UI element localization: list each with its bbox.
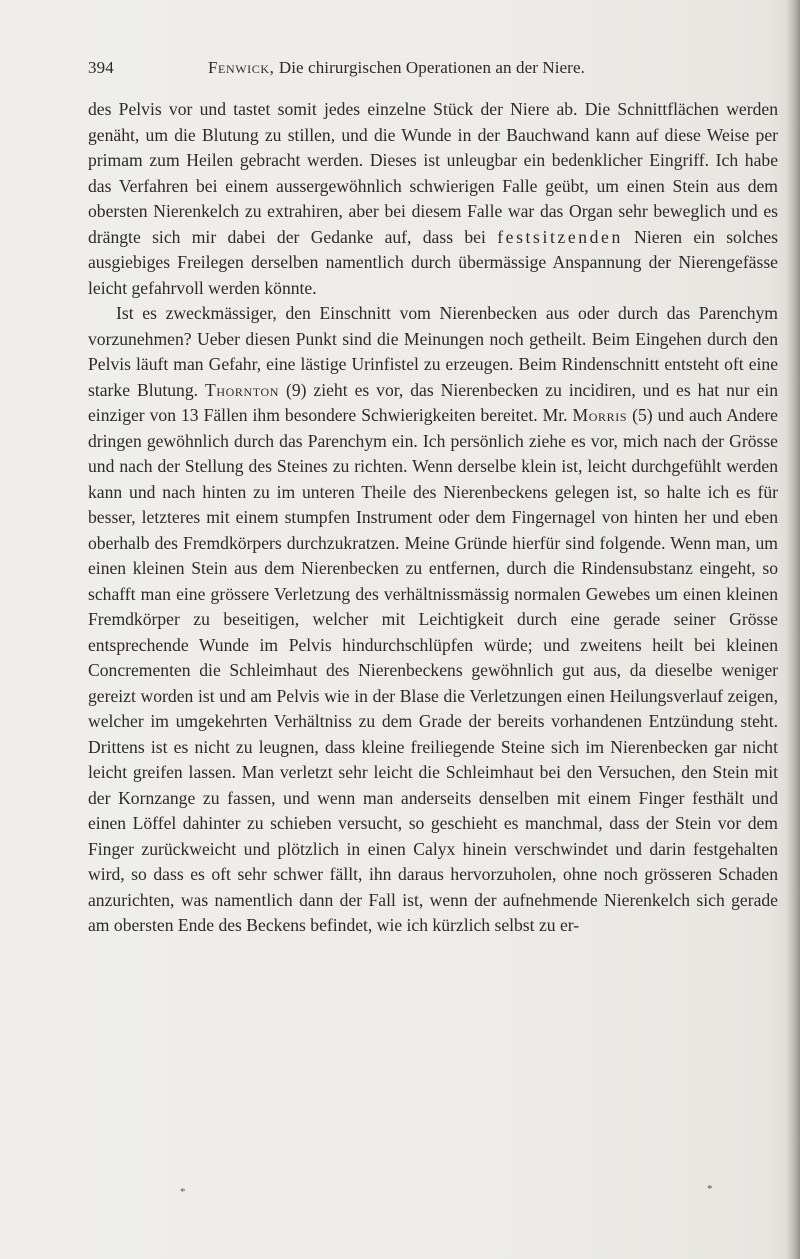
paragraph-2-text-b: (9) zieht es vor, das Nierenbecken zu incidiren, und es hat nur ein einziger von 13 Fällen ihm besondere Schwierigkeiten bereitet. Mr. — [88, 379, 778, 425]
paragraph-1 — [88, 97, 778, 301]
print-mark-right: * — [707, 1183, 713, 1195]
running-title — [208, 58, 585, 78]
paragraph-2-text-c: (5) und auch Andere dringen gewöhnlich durch das Parenchym ein. Ich persönlich ziehe es vor, mich nach der Grösse und nach der Stellung des Steines zu richten. Wenn derselbe klein ist, leicht durchgefühlt werden kann und nach hinten zu im unteren Theile des Nierenbeckens gelegen ist, so halte ich es für besser, letzteres mit einem stumpfen Instrument oder dem Fingernagel von hinten her und eben oberhalb des Fremdkörpers durchzukratzen. Meine Gründe hierfür sind folgende. Wenn man, um einen kleinen Stein aus dem Nierenbecken zu entfernen, durch die Rindensubstanz eingeht, so schafft man eine grössere Verletzung des verhältnissmässig normalen Gewebes um einen kleinen Fremdkörper zu beseitigen, welcher mit Leichtigkeit durch eine gerade seiner Grösse entsprechende Wunde im Pelvis hindurchschlüpfen würde; und zweitens heilt bei kleinen Concrementen die Schleimhaut des Nierenbeckens gewöhnlich gut aus, da dieselbe weniger gereizt worden ist und am Pelvis wie in der Blase die Verletzungen einen Heilungsverlauf zeigen, welcher im umgekehrten Verhältniss zu dem Grade der bereits vorhandenen Entzündung steht. Drittens ist es nicht zu leugnen, dass kleine freiliegende Steine sich im Nierenbecken gar nicht leicht greifen lassen. Man verletzt sehr leicht die Schleimhaut bei den Versuchen, den Stein mit der Kornzange zu fassen, und wenn man anderseits denselben mit einem Finger festhält und einen Löffel dahinter zu schieben versucht, so geschieht es manchmal, dass der Stein vor dem Finger zurückweicht und plötzlich in einen Calyx hinein verschwindet und darin festgehalten wird, so dass es oft sehr schwer fällt, ihn daraus hervorzuholen, ohne noch grösseren Schaden anzurichten, was namentlich dann der Fall ist, wenn der aufnehmende Nierenkelch sich gerade am obersten Ende des Beckens befindet, wie ich kürzlich selbst zu er- — [88, 405, 778, 935]
page-number: 394 — [88, 58, 114, 77]
author-reference-morris: Morris — [572, 405, 628, 425]
paragraph-1-text-b: Nieren ein solches ausgiebiges Freilegen derselben namentlich durch übermässige Anspannung der Nierengefässe leicht gefahrvoll werden könnte. — [88, 226, 778, 298]
author-reference-thornton: Thornton — [205, 379, 280, 400]
paragraph-1-text-a: des Pelvis vor und tastet somit jedes einzelne Stück der Niere ab. Die Schnittflächen werden genäht, um die Blutung zu stillen, und die Wunde in der Bauchwand kann auf diese Weise per primam zum Heilen gebracht werden. Dieses ist unleugbar ein bedenklicher Eingriff. Ich habe das Verfahren bei einem aussergewöhnlich schwierigen Falle geübt, um einen Stein aus dem obersten Nierenkelch zu extrahiren, aber bei diesem Falle war das Organ sehr beweglich und es drängte sich mir dabei der Gedanke auf, dass bei — [88, 99, 778, 247]
paragraph-2-text-a: Ist es zweckmässiger, den Einschnitt vom Nierenbecken aus oder durch das Parenchym vorzunehmen? Ueber diesen Punkt sind die Meinungen noch getheilt. Beim Eingehen durch den Pelvis läuft man Gefahr, eine lästige Urinfistel zu erzeugen. Beim Rindenschnitt entsteht oft eine starke Blutung. — [88, 303, 778, 400]
body-text — [88, 97, 778, 939]
page-edge-shadow — [786, 0, 800, 1259]
chapter-title: Die chirurgischen Operationen an der Niere. — [278, 58, 585, 77]
print-mark-left: * — [180, 1186, 186, 1198]
paragraph-2 — [88, 301, 778, 939]
author-name: Fenwick, — [208, 58, 275, 77]
emphasis-spaced: festsitzenden — [497, 226, 623, 247]
